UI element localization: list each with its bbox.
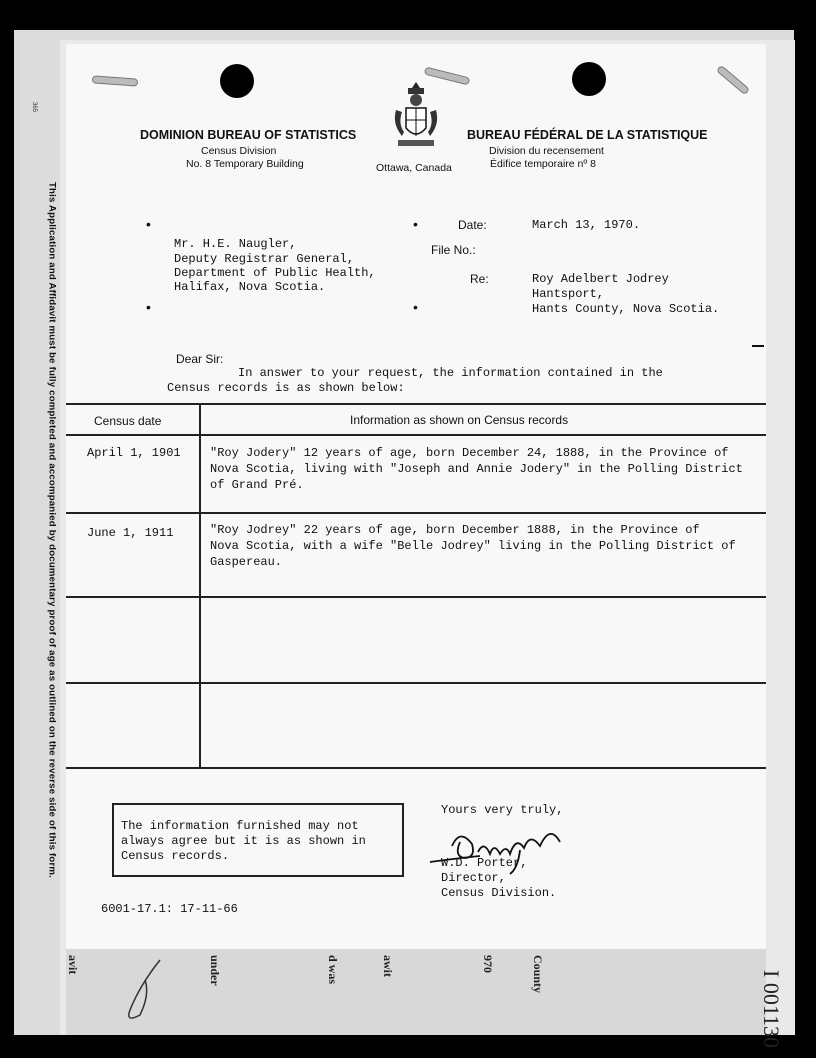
row-divider (66, 512, 766, 514)
row-date: June 1, 1911 (87, 526, 174, 540)
recipient-line: Deputy Registrar General, (174, 252, 355, 266)
address-fr: Édifice temporaire nº 8 (490, 158, 596, 170)
signatory-title: Director, (441, 871, 506, 885)
row-divider (66, 596, 766, 598)
strip-text: County (531, 955, 545, 994)
strip-text: under (208, 955, 222, 986)
strip-text: awit (381, 955, 395, 977)
census-table (66, 403, 766, 769)
date-value: March 13, 1970. (532, 218, 641, 232)
org-name-en: DOMINION BUREAU OF STATISTICS (140, 128, 357, 142)
col-census-date: Census date (94, 414, 162, 428)
column-divider (199, 405, 201, 767)
fold-mark (752, 345, 764, 347)
row-info-line: Nova Scotia, with a wife "Belle Jodrey" living in the Polling District of (210, 539, 736, 553)
row-info-line: Nova Scotia, living with "Joseph and Annie Jodery" in the Polling District (210, 462, 743, 476)
recipient-line: Halifax, Nova Scotia. (174, 280, 326, 294)
intro-line: Census records is as shown below: (167, 381, 405, 395)
division-en: Census Division (201, 145, 277, 157)
row-date: April 1, 1901 (87, 446, 181, 460)
col-information: Information as shown on Census records (350, 413, 569, 427)
org-name-fr: BUREAU FÉDÉRAL DE LA STATISTIQUE (467, 128, 708, 142)
re-name: Roy Adelbert Jodrey (532, 272, 669, 286)
re-county: Hants County, Nova Scotia. (532, 302, 720, 316)
re-label: Re: (470, 272, 489, 286)
salutation: Dear Sir: (176, 352, 224, 366)
punch-hole-left (220, 64, 254, 98)
city: Ottawa, Canada (376, 162, 452, 174)
strip-text: d was (326, 955, 340, 985)
form-number: 6001-17.1: 17-11-66 (101, 902, 238, 916)
side-instruction: This Application and Affidavit must be fully completed and accompanied by documentary proof of age as outlined on the reverse side of this form. (46, 181, 58, 879)
scribble-icon (100, 955, 180, 1025)
disclaimer-box (112, 803, 404, 877)
recipient-line: Mr. H.E. Naugler, (174, 237, 297, 251)
handwritten-number: I 001130 (759, 970, 784, 1049)
row-divider (66, 682, 766, 684)
row-info-line: "Roy Jodrey" 22 years of age, born December 1888, in the Province of (210, 523, 700, 537)
bullet: • (146, 216, 151, 232)
valediction: Yours very truly, (441, 803, 564, 817)
bullet: • (146, 299, 151, 315)
row-info-line: of Grand Pré. (210, 478, 304, 492)
intro-line: In answer to your request, the information contained in the (238, 366, 663, 380)
bullet: • (413, 216, 418, 232)
punch-hole-right (572, 62, 606, 96)
side-code: 365 (31, 101, 38, 113)
recipient-line: Department of Public Health, (174, 266, 376, 280)
signatory-name: W.D. Porter, (441, 856, 528, 870)
re-town: Hantsport, (532, 287, 605, 301)
strip-text: 970 (481, 955, 495, 973)
file-label: File No.: (431, 243, 476, 257)
row-info-line: Gaspereau. (210, 555, 283, 569)
bullet: • (413, 299, 418, 315)
date-label: Date: (458, 218, 487, 232)
row-divider (66, 434, 766, 436)
coat-of-arms-icon (390, 80, 442, 152)
signatory-division: Census Division. (441, 886, 557, 900)
address-en: No. 8 Temporary Building (186, 158, 304, 170)
disclaimer-text: The information furnished may not always agree but it is as shown in Census records. (121, 819, 366, 863)
row-info-line: "Roy Jodery" 12 years of age, born December 24, 1888, in the Province of (210, 446, 729, 460)
strip-text: avit (66, 955, 80, 975)
division-fr: Division du recensement (489, 145, 604, 157)
